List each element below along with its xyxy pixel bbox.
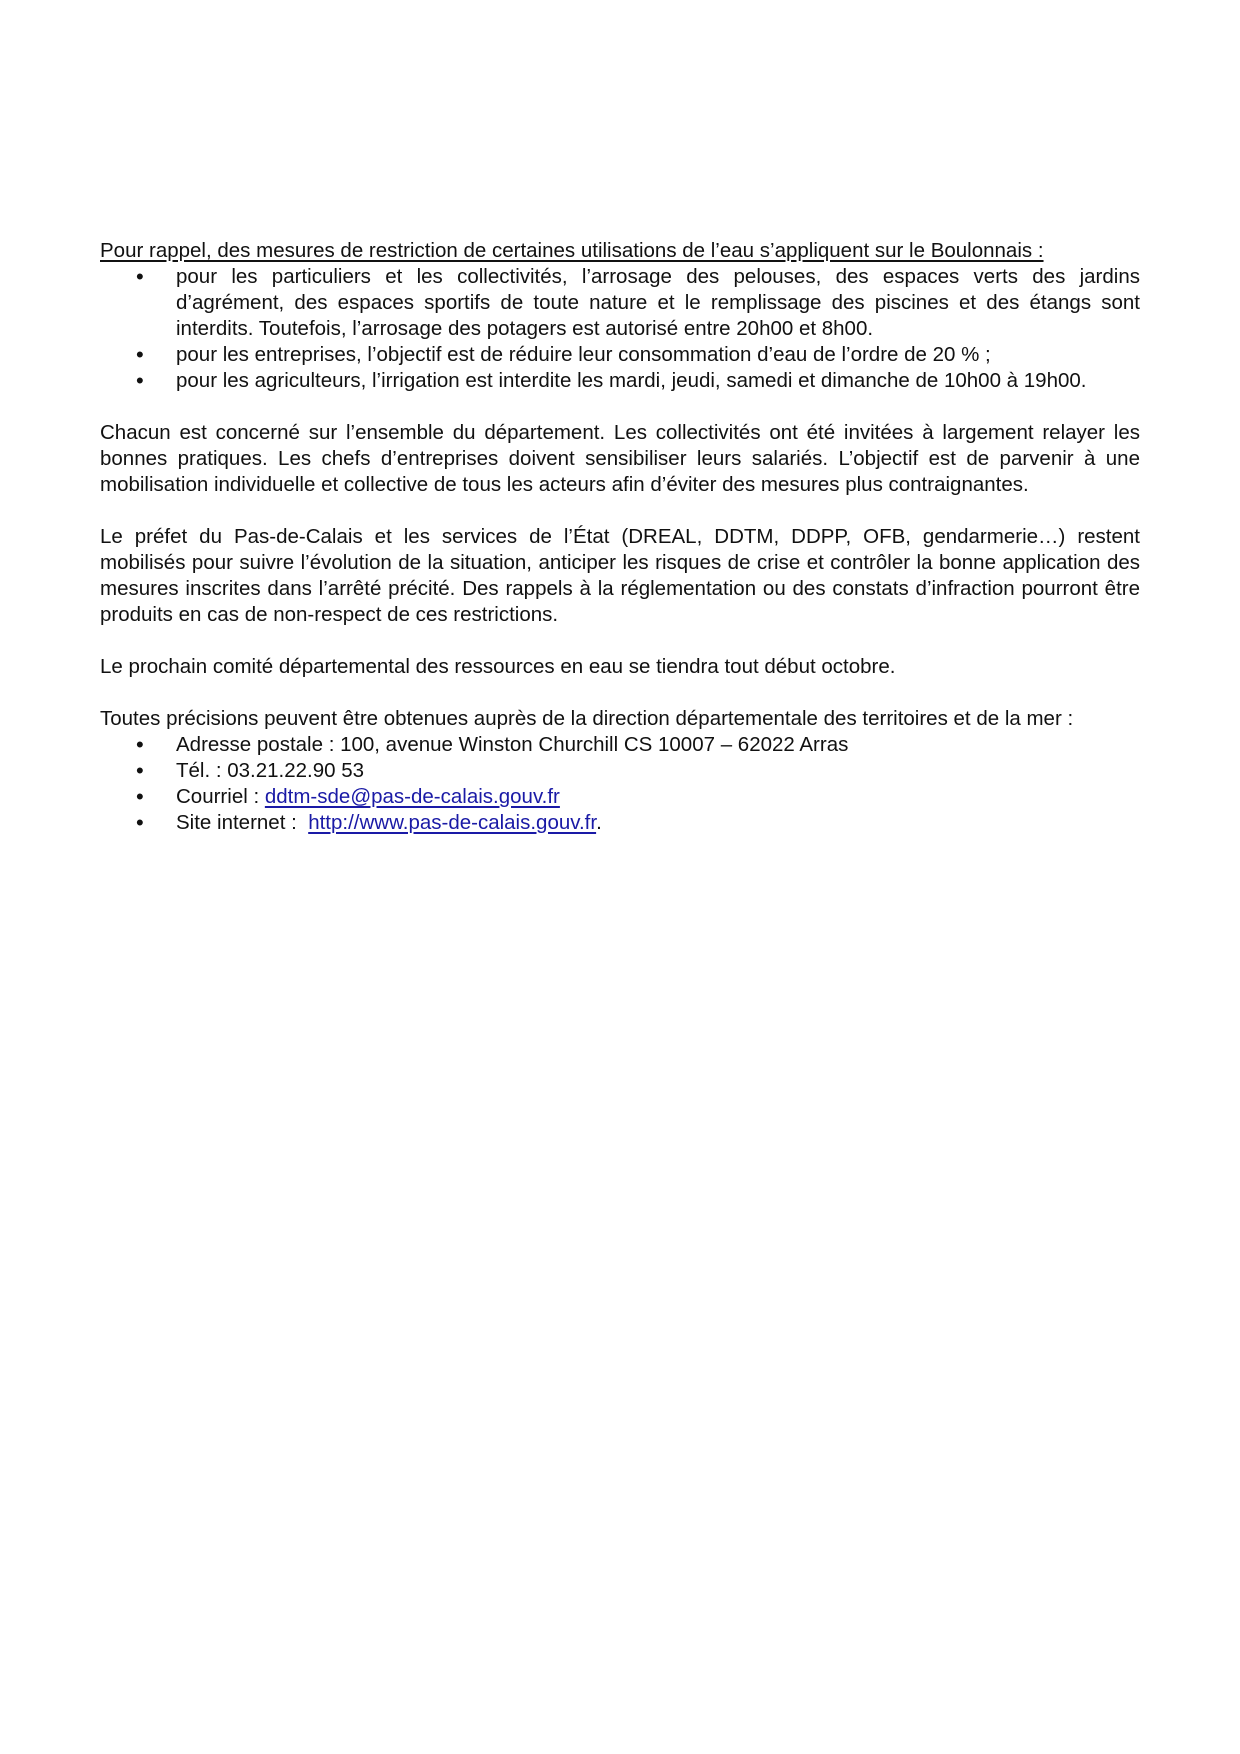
restriction-item-particuliers: • pour les particuliers et les collectivités, l’arrosage des pelouses, des espaces verts des jardins d’agrément, des espaces sportifs de toute nature et le remplissage des piscines et des étangs sont interdits. Toutefois, l’arrosage des potagers est autorisé entre 20h00 et 8h00. bbox=[100, 264, 1140, 342]
contact-website-suffix: . bbox=[596, 811, 602, 834]
restriction-item-agriculteurs: • pour les agriculteurs, l’irrigation est interdite les mardi, jeudi, samedi et dimanche de 10h00 à 19h00. bbox=[100, 368, 1140, 394]
website-link[interactable]: http://www.pas-de-calais.gouv.fr bbox=[308, 811, 597, 834]
contact-email-label: Courriel : bbox=[176, 785, 265, 808]
contact-email bbox=[100, 784, 1140, 810]
restrictions-list bbox=[100, 264, 1140, 394]
paragraph-mobilisation: Chacun est concerné sur l’ensemble du département. Les collectivités ont été invitées à largement relayer les bonnes pratiques. Les chefs d’entreprises doivent sensibiliser leurs salariés. L’objectif est de parvenir à une mobilisation individuelle et collective de tous les acteurs afin d’éviter des mesures plus contraignantes. bbox=[100, 421, 1140, 496]
contact-website bbox=[100, 810, 1140, 836]
restrictions-intro: Pour rappel, des mesures de restriction de certaines utilisations de l’eau s’appliquent sur le Boulonnais : bbox=[100, 239, 1044, 262]
spacer bbox=[100, 628, 1140, 654]
document-page bbox=[100, 238, 1140, 836]
contact-address: • Adresse postale : 100, avenue Winston Churchill CS 10007 – 62022 Arras bbox=[100, 732, 1140, 758]
email-link[interactable]: ddtm-sde@pas-de-calais.gouv.fr bbox=[264, 785, 560, 808]
contact-intro: Toutes précisions peuvent être obtenues auprès de la direction départementale des territoires et de la mer : bbox=[100, 707, 1074, 730]
spacer bbox=[100, 680, 1140, 706]
spacer bbox=[100, 498, 1140, 524]
restriction-item-entreprises: • pour les entreprises, l’objectif est de réduire leur consommation d’eau de l’ordre de 20 % ; bbox=[100, 342, 1140, 368]
contact-website-label: Site internet : bbox=[176, 811, 309, 834]
paragraph-prefet: Le préfet du Pas-de-Calais et les services de l’État (DREAL, DDTM, DDPP, OFB, gendarmerie…) restent mobilisés pour suivre l’évolution de la situation, anticiper les risques de crise et contrôler la bonne application des mesures inscrites dans l’arrêté précité. Des rappels à la réglementation ou des constats d’infraction pourront être produits en cas de non-respect de ces restrictions. bbox=[100, 525, 1140, 626]
spacer bbox=[100, 394, 1140, 420]
contact-phone: • Tél. : 03.21.22.90 53 bbox=[100, 758, 1140, 784]
paragraph-comite: Le prochain comité départemental des ressources en eau se tiendra tout début octobre. bbox=[100, 655, 896, 678]
contact-list bbox=[100, 732, 1140, 836]
